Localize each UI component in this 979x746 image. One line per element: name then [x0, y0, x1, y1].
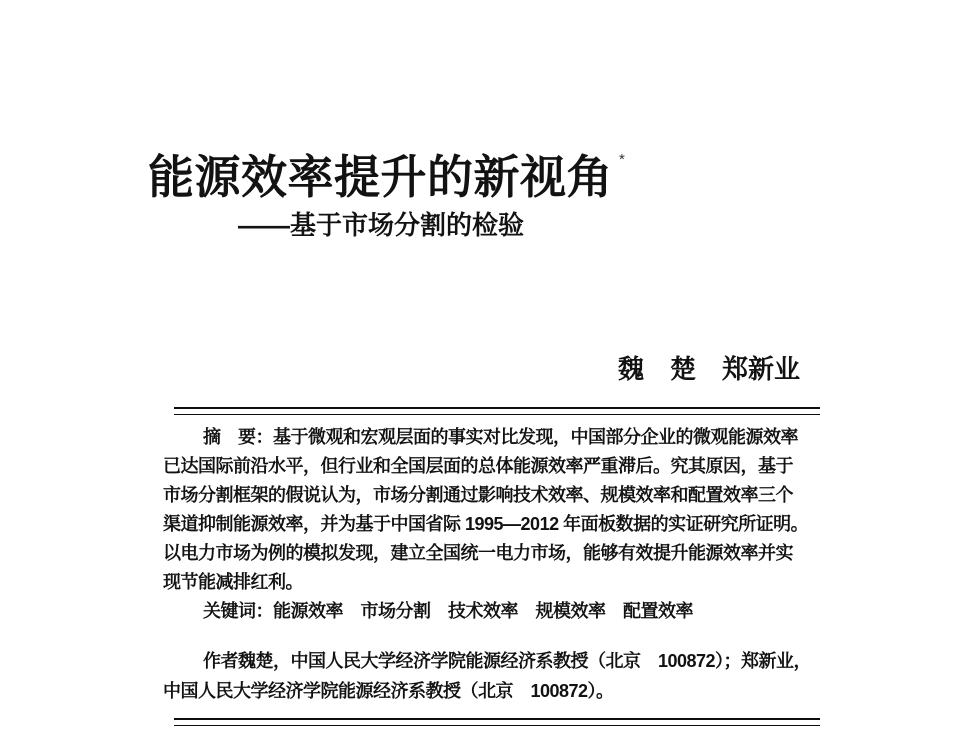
author-names: 魏 楚 郑新业 [618, 354, 801, 384]
abstract-line-4: 渠道抑制能源效率，并为基于中国省际 1995—2012 年面板数据的实证研究所证明。 [163, 514, 809, 534]
abstract-line-1: 摘 要：基于微观和宏观层面的事实对比发现，中国部分企业的微观能源效率 [203, 427, 798, 447]
paper-title [148, 151, 626, 203]
paper-title-text: 能源效率提升的新视角 [148, 151, 613, 203]
author-note-line-2: 中国人民大学经济学院能源经济系教授（北京 100872）。 [163, 681, 614, 701]
author-note-section [163, 646, 815, 706]
footnote-asterisk-marker: * [619, 151, 626, 168]
abstract-section [163, 423, 815, 626]
abstract-line-6: 现节能减排红利。 [163, 572, 303, 592]
abstract-line-3: 市场分割框架的假说认为，市场分割通过影响技术效率、规模效率和配置效率三个 [163, 485, 793, 505]
author-note-line-1: 作者魏楚，中国人民大学经济学院能源经济系教授（北京 100872）；郑新业， [203, 651, 812, 671]
abstract-line-5: 以电力市场为例的模拟发现，建立全国统一电力市场，能够有效提升能源效率并实 [163, 543, 793, 563]
separator-double-rule-top [174, 407, 820, 415]
keywords-line: 关键词：能源效率 市场分割 技术效率 规模效率 配置效率 [203, 601, 693, 621]
paper-subtitle: ——基于市场分割的检验 [238, 210, 525, 240]
abstract-line-2: 已达国际前沿水平，但行业和全国层面的总体能源效率严重滞后。究其原因，基于 [163, 456, 793, 476]
separator-double-rule-bottom [174, 718, 820, 726]
